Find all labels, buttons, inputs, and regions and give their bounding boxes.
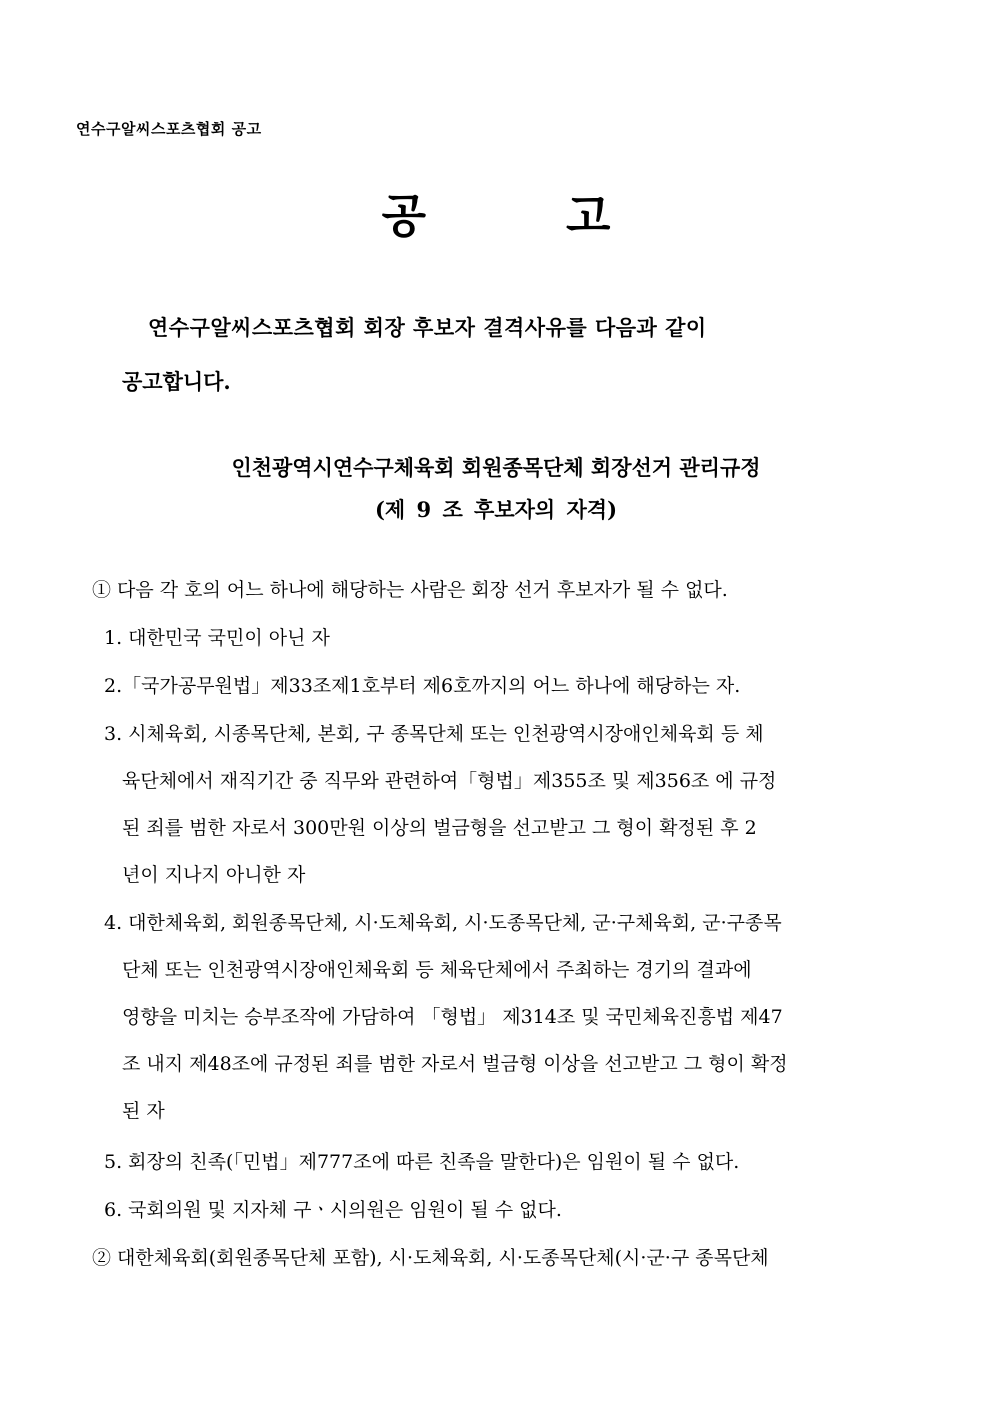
title-char-right: 고 xyxy=(566,189,611,243)
item-4-line-5: 된 자 xyxy=(122,1100,165,1122)
intro-line-1: 연수구알씨스포츠협회 회장 후보자 결격사유를 다음과 같이 xyxy=(148,315,707,340)
clause-1: ① 다음 각 호의 어느 하나에 해당하는 사람은 회장 선거 후보자가 될 수 없다. xyxy=(92,579,728,601)
clause-2: ② 대한체육회(회원종목단체 포함), 시·도체육회, 시·도종목단체(시·군·구 종목단체 xyxy=(92,1247,769,1269)
item-6: 6. 국회의원 및 지자체 구ㆍ시의원은 임원이 될 수 없다. xyxy=(104,1199,562,1221)
intro-line-2: 공고합니다. xyxy=(122,369,231,394)
item-4-line-3: 영향을 미치는 승부조작에 가담하여 「형법」 제314조 및 국민체육진흥법 제47 xyxy=(122,1006,783,1028)
org-notice-label: 연수구알씨스포츠협회 공고 xyxy=(76,120,262,138)
regulation-title: 인천광역시연수구체육회 회원종목단체 회장선거 관리규정 xyxy=(231,455,761,480)
item-3-line-1: 3. 시체육회, 시종목단체, 본회, 구 종목단체 또는 인천광역시장애인체육회 등 체 xyxy=(104,723,764,745)
item-3-line-4: 년이 지나지 아니한 자 xyxy=(122,864,306,886)
item-4-line-2: 단체 또는 인천광역시장애인체육회 등 체육단체에서 주최하는 경기의 결과에 xyxy=(122,959,752,981)
item-5: 5. 회장의 친족(「민법」제777조에 따른 친족을 말한다)은 임원이 될 수 없다. xyxy=(104,1151,740,1173)
title-char-left: 공 xyxy=(381,189,426,243)
item-3-line-3: 된 죄를 범한 자로서 300만원 이상의 벌금형을 선고받고 그 형이 확정된 후 2 xyxy=(122,817,757,839)
item-2: 2.「국가공무원법」제33조제1호부터 제6호까지의 어느 하나에 해당하는 자. xyxy=(104,675,741,697)
item-1: 1. 대한민국 국민이 아닌 자 xyxy=(104,627,330,649)
regulation-subtitle: (제 9 조 후보자의 자격) xyxy=(374,497,617,522)
item-4-line-4: 조 내지 제48조에 규정된 죄를 범한 자로서 벌금형 이상을 선고받고 그 형이 확정 xyxy=(122,1053,788,1075)
page-title xyxy=(0,180,992,246)
item-4-line-1: 4. 대한체육회, 회원종목단체, 시·도체육회, 시·도종목단체, 군·구체육회, 군·구종목 xyxy=(104,912,782,934)
item-3-line-2: 육단체에서 재직기간 중 직무와 관련하여「형법」제355조 및 제356조 에 규정 xyxy=(122,770,777,792)
